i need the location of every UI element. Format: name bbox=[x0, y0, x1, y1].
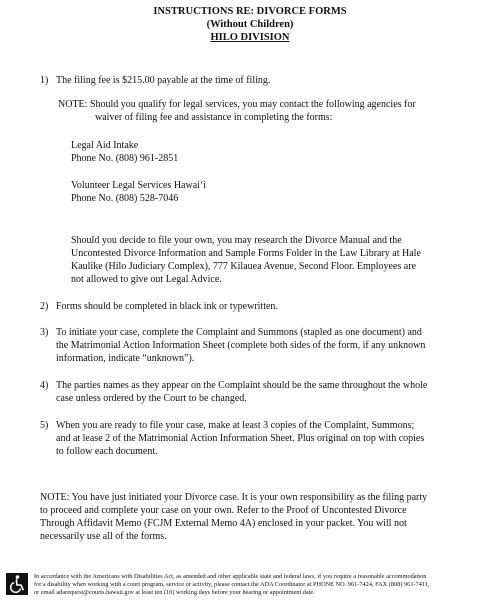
self-file-line: Uncontested Divorce Information and Sample Forms Folder in the Law Library at Hale bbox=[71, 248, 421, 259]
closing-note-line: to proceed and complete your case on your own. Refer to the Proof of Uncontested Divorce bbox=[40, 505, 407, 516]
item-line: To initiate your case, complete the Complaint and Summons (stapled as one document) and bbox=[56, 327, 422, 338]
item-line: information, indicate “unknown”). bbox=[56, 353, 195, 364]
item-line: and at lease 2 of the Matrimonial Action Information Sheet. Plus original on top with copies bbox=[56, 433, 425, 444]
item-line: case unless ordered by the Court to be changed. bbox=[56, 393, 247, 404]
agency-name: Volunteer Legal Services Hawai‘i bbox=[71, 180, 207, 191]
document-subtitle: (Without Children) bbox=[206, 19, 294, 30]
self-file-line: Kaulike (Hilo Judiciary Complex), 777 Kilauea Avenue, Second Floor. Employees are bbox=[71, 261, 417, 272]
note-line: waiver of filing fee and assistance in completing the forms: bbox=[95, 112, 333, 123]
item-line: The parties names as they appear on the Complaint should be the same throughout the whole bbox=[56, 380, 428, 391]
item-number: 2) bbox=[40, 301, 49, 312]
ada-notice-line: In accordance with the Americans with Disabilities Act, as amended and other applicable state and federal laws, if you require a reasonable accommodation bbox=[34, 573, 427, 580]
item-number: 1) bbox=[40, 75, 49, 86]
closing-note-line: NOTE: You have just initiated your Divorce case. It is your own responsibility as the filing party bbox=[40, 492, 428, 503]
item-number: 3) bbox=[40, 327, 49, 338]
division-name: HILO DIVISION bbox=[210, 32, 290, 43]
self-file-line: Should you decide to file your own, you may research the Divorce Manual and the bbox=[71, 235, 402, 246]
ada-notice-line: for a disability when working with a court program, service or activity, please contact the ADA Coordinator at PHONE NO. 961-7424, FAX (808) 961-7411, bbox=[34, 580, 430, 588]
agency-phone: Phone No. (808) 961-2851 bbox=[71, 153, 179, 164]
item-line: When you are ready to file your case, make at least 3 copies of the Complaint, Summons; bbox=[56, 420, 415, 431]
ada-notice-line: or email adarequest@courts.hawaii.gov at least ten (10) working days before your hearing or appointment date. bbox=[34, 588, 315, 596]
item-number: 4) bbox=[40, 380, 49, 391]
item-number: 5) bbox=[40, 420, 49, 431]
item-text: The filing fee is $215.00 payable at the time of filing. bbox=[56, 75, 271, 86]
self-file-line: not allowed to give out Legal Advice. bbox=[71, 274, 222, 285]
document-title: INSTRUCTIONS RE: DIVORCE FORMS bbox=[153, 6, 347, 17]
agency-phone: Phone No. (808) 528-7046 bbox=[71, 193, 179, 204]
closing-note-line: Through Affidavit Memo (FCJM External Memo 4A) enclosed in your packet. You will not bbox=[40, 518, 407, 529]
ada-notice bbox=[34, 573, 494, 596]
wheelchair-accessibility-icon bbox=[6, 573, 28, 595]
agency-name: Legal Aid Intake bbox=[71, 140, 139, 151]
note-line: NOTE: Should you qualify for legal services, you may contact the following agencies for bbox=[58, 99, 416, 110]
item-line: to follow each document. bbox=[56, 446, 158, 457]
item-text: Forms should be completed in black ink or typewritten. bbox=[56, 301, 278, 312]
closing-note-line: necessarily use all of the forms. bbox=[40, 531, 167, 542]
item-line: the Matrimonial Action Information Sheet (complete both sides of the form, if any unknown bbox=[56, 340, 426, 351]
